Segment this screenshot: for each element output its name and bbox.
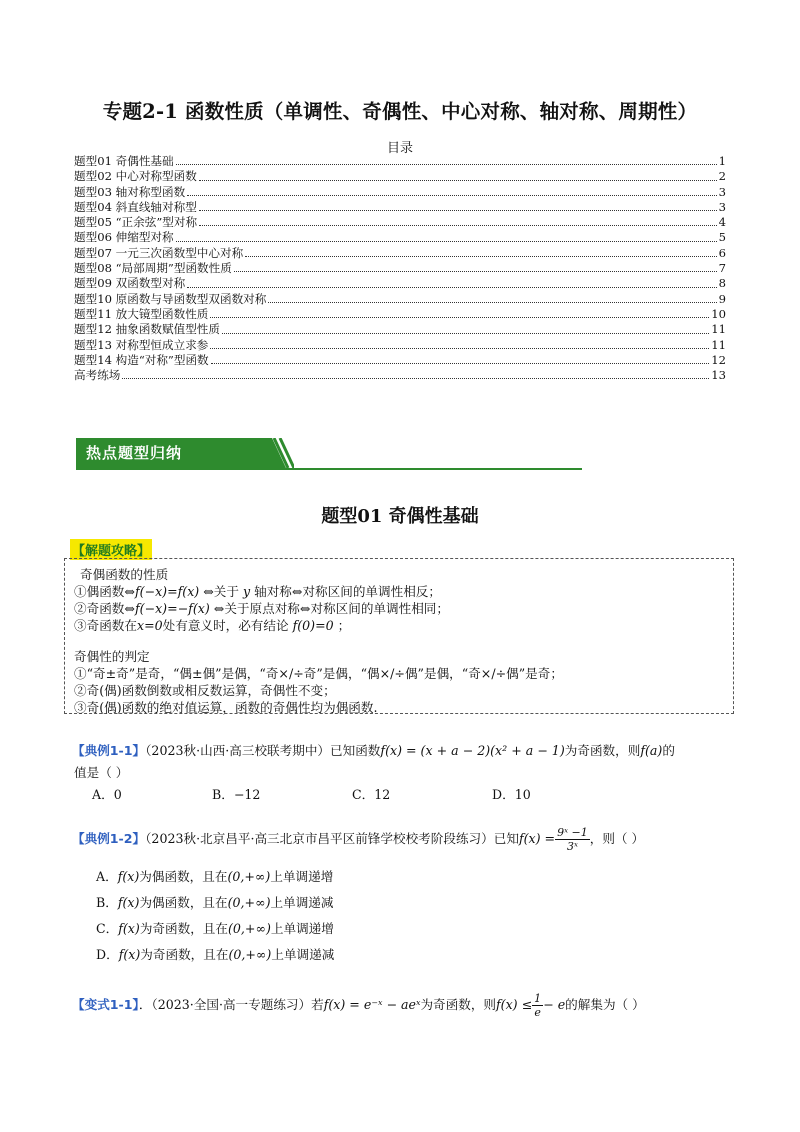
toc-item[interactable] — [74, 307, 726, 322]
choice-tail: 上单调递增 — [270, 921, 334, 936]
toc-leader-dots — [210, 317, 709, 318]
toc-item[interactable] — [74, 154, 726, 169]
toc-leader-dots — [245, 256, 716, 257]
tips-line-1-text2: ⇔关于 — [199, 584, 243, 599]
toc-item[interactable] — [74, 261, 726, 276]
tips-line-1-var: y — [242, 584, 251, 599]
choice-function: f(x) — [117, 869, 140, 884]
toc-item-label: 题型04 斜直线轴对称型 — [74, 199, 197, 214]
toc-item-label: 题型11 放大镜型函数性质 — [74, 306, 209, 321]
toc-item-label: 题型09 双函数型对称 — [74, 276, 186, 291]
example-1-2-choice-c — [96, 918, 334, 937]
variant-1-1-inequality: f(x) ≤ — [496, 997, 533, 1012]
toc-item[interactable] — [74, 200, 726, 215]
variant-1-1-tail: − e — [543, 997, 566, 1012]
toc-item-page: 3 — [718, 184, 726, 199]
toc-item-label: 题型13 对称型恒成立求参 — [74, 337, 209, 352]
tips-line-1-text: ①偶函数⇔ — [74, 584, 135, 599]
toc-item[interactable] — [74, 246, 726, 261]
tips-line-1-formula: f(−x)=f(x) — [134, 584, 200, 599]
toc-leader-dots — [187, 195, 716, 196]
example-1-1-text2: 为奇函数，则 — [564, 743, 641, 758]
tips-heading-2: 奇偶性的判定 — [74, 649, 150, 664]
toc-item[interactable] — [74, 353, 726, 368]
example-1-2-choice-d — [96, 944, 334, 963]
toc-leader-dots — [211, 363, 710, 364]
section-title: 题型01 奇偶性基础 — [321, 506, 479, 527]
toc-item-page: 7 — [718, 261, 726, 276]
toc-item-label: 高考练场 — [74, 368, 121, 383]
choice-letter: B． — [96, 895, 118, 910]
toc-item-label: 题型05 “正余弦”型对称 — [74, 215, 198, 230]
tips-rule-3: ③奇(偶)函数的绝对值运算，函数的奇偶性均为偶函数. — [74, 700, 378, 715]
variant-1-1-text3: 的解集为（ ） — [565, 997, 645, 1012]
example-1-2-choice-a — [96, 866, 333, 885]
choice-interval: (0,+∞) — [227, 869, 271, 884]
toc-leader-dots — [122, 378, 709, 379]
choice-text: 为奇函数，且在 — [140, 947, 229, 962]
choice-interval: (0,+∞) — [228, 947, 272, 962]
example-1-2-choice-b — [96, 892, 333, 911]
example-1-1-text: （2023秋·山西·高三校联考期中）已知函数 — [145, 743, 381, 758]
toc-leader-dots — [199, 210, 717, 211]
example-1-1-label: 【典例1-1】 — [72, 743, 146, 758]
variant-1-1-formula: f(x) = e⁻ˣ − aeˣ — [323, 997, 421, 1012]
choice-interval: (0,+∞) — [227, 895, 271, 910]
choice-function: f(x) — [117, 895, 140, 910]
toc-item-label: 题型01 奇偶性基础 — [74, 154, 174, 168]
toc-item-label: 题型10 原函数与导函数型双函数对称 — [74, 291, 267, 306]
example-1-2-numerator: 9ˣ −1 — [557, 826, 588, 839]
tips-rule-2: ②奇(偶)函数倒数或相反数运算，奇偶性不变； — [74, 683, 336, 698]
tips-rule-1: ①“奇±奇”是奇，“偶±偶”是偶，“奇×/÷奇”是偶，“偶×/÷偶”是偶，“奇×/÷偶”是奇； — [74, 666, 563, 681]
toc-item-page: 9 — [718, 291, 726, 306]
toc-leader-dots — [234, 271, 717, 272]
example-1-1-text3: 的 — [662, 743, 675, 758]
example-1-2 — [72, 826, 644, 853]
toc-item-label: 题型02 中心对称型函数 — [74, 169, 197, 184]
toc-leader-dots — [199, 225, 717, 226]
choice-function: f(x) — [118, 947, 141, 962]
choice-tail: 上单调递减 — [271, 947, 335, 962]
toc-item-label: 题型06 伸缩型对称 — [74, 230, 174, 245]
tips-line-3-text2: 处有意义时，必有结论 — [162, 618, 293, 633]
tips-line-3-text3: ； — [333, 618, 351, 633]
tips-line-2-formula: f(−x)=−f(x) — [134, 601, 210, 616]
toc-item-page: 2 — [718, 169, 726, 184]
example-1-1-choice-b: B．−12 — [212, 787, 261, 802]
toc-item[interactable] — [74, 368, 726, 383]
toc-item-page: 6 — [718, 245, 726, 260]
toc-item[interactable] — [74, 276, 726, 291]
choice-text: 为偶函数，且在 — [139, 895, 228, 910]
example-1-2-fraction — [555, 826, 590, 853]
tips-line-3 — [74, 615, 350, 634]
toc-item[interactable] — [74, 292, 726, 307]
toc-item-label: 题型03 轴对称型函数 — [74, 184, 186, 199]
toc-item-label: 题型12 抽象函数赋值型性质 — [74, 322, 220, 337]
toc-leader-dots — [176, 164, 717, 165]
toc-item-page: 3 — [718, 199, 726, 214]
toc-item-page: 13 — [711, 368, 726, 383]
example-1-1-choice-c: C．12 — [352, 787, 391, 802]
toc-leader-dots — [222, 333, 709, 334]
variant-1-1-label: 【变式1-1】 — [72, 997, 139, 1012]
variant-1-1-fraction — [532, 992, 543, 1019]
tips-line-1-text3: 轴对称⇔对称区间的单调性相反； — [250, 584, 441, 599]
choice-letter: A． — [96, 869, 118, 884]
toc-leader-dots — [268, 302, 716, 303]
toc-item-page: 4 — [718, 215, 726, 230]
toc-item-page: 10 — [711, 306, 726, 321]
toc-item-label: 题型08 “局部周期”型函数性质 — [74, 261, 232, 276]
toc-item-page: 11 — [711, 322, 726, 337]
table-of-contents — [74, 154, 726, 383]
tips-line-2-text: ②奇函数⇔ — [74, 601, 135, 616]
banner-underline — [76, 468, 582, 470]
banner-stripes-icon — [254, 438, 294, 468]
toc-item[interactable] — [74, 169, 726, 184]
variant-1-1-text2: 为奇函数，则 — [420, 997, 496, 1012]
toc-item-page: 1 — [718, 154, 726, 168]
example-1-2-fx: f(x) = — [518, 831, 556, 846]
example-1-1-choice-d: D．10 — [492, 787, 531, 802]
tips-line-3-formula2: f(0)=0 — [292, 618, 334, 633]
toc-leader-dots — [187, 287, 716, 288]
variant-1-1-text: ．（2023·全国·高一专题练习）若 — [138, 997, 324, 1012]
section-banner — [76, 438, 582, 472]
toc-item-page: 5 — [718, 230, 726, 245]
choice-function: f(x) — [118, 921, 140, 936]
toc-item[interactable] — [74, 215, 726, 230]
toc-item-page: 11 — [711, 337, 726, 352]
example-1-1-fa: f(a) — [640, 743, 663, 758]
toc-item[interactable] — [74, 230, 726, 245]
toc-item-page: 8 — [718, 276, 726, 291]
example-1-1-choice-a: A．0 — [92, 787, 122, 802]
toc-item[interactable] — [74, 185, 726, 200]
choice-letter: D． — [96, 947, 119, 962]
toc-item-page: 12 — [711, 352, 726, 367]
tips-line-3-text: ③奇函数在 — [74, 618, 137, 633]
tips-heading-1: 奇偶函数的性质 — [80, 567, 169, 582]
variant-1-1-numerator: 1 — [534, 992, 542, 1005]
toc-heading: 目录 — [386, 141, 413, 156]
choice-text: 为偶函数，且在 — [139, 869, 228, 884]
choice-tail: 上单调递减 — [270, 895, 334, 910]
tips-line-2-text2: ⇔关于原点对称⇔对称区间的单调性相同； — [209, 601, 449, 616]
choice-tail: 上单调递增 — [270, 869, 334, 884]
choice-interval: (0,+∞) — [227, 921, 271, 936]
toc-item[interactable] — [74, 322, 726, 337]
toc-item-label: 题型14 构造“对称”型函数 — [74, 352, 209, 367]
tips-label: 【解题攻略】 — [70, 539, 152, 560]
example-1-1 — [72, 740, 675, 759]
example-1-2-text: （2023秋·北京昌平·高三北京市昌平区前锋学校校考阶段练习）已知 — [145, 831, 519, 846]
banner-text: 热点题型归纳 — [86, 444, 183, 462]
example-1-2-denominator: 3ˣ — [566, 840, 578, 853]
document-title: 专题2-1 函数性质（单调性、奇偶性、中心对称、轴对称、周期性） — [102, 100, 698, 123]
toc-item-label: 题型07 一元三次函数型中心对称 — [74, 245, 244, 260]
variant-1-1 — [72, 992, 645, 1019]
choice-text: 为奇函数，且在 — [139, 921, 228, 936]
toc-item[interactable] — [74, 338, 726, 353]
example-1-2-label: 【典例1-2】 — [72, 831, 146, 846]
toc-leader-dots — [199, 180, 717, 181]
example-1-2-text2: ，则（ ） — [589, 831, 645, 846]
toc-leader-dots — [176, 241, 717, 242]
example-1-1-formula: f(x) = (x + a − 2)(x² + a − 1) — [380, 743, 565, 758]
toc-leader-dots — [210, 348, 709, 349]
variant-1-1-denominator: e — [534, 1006, 541, 1019]
tips-line-3-formula: x=0 — [136, 618, 163, 633]
choice-letter: C． — [96, 921, 119, 936]
example-1-1-line2: 值是（ ） — [74, 765, 129, 780]
